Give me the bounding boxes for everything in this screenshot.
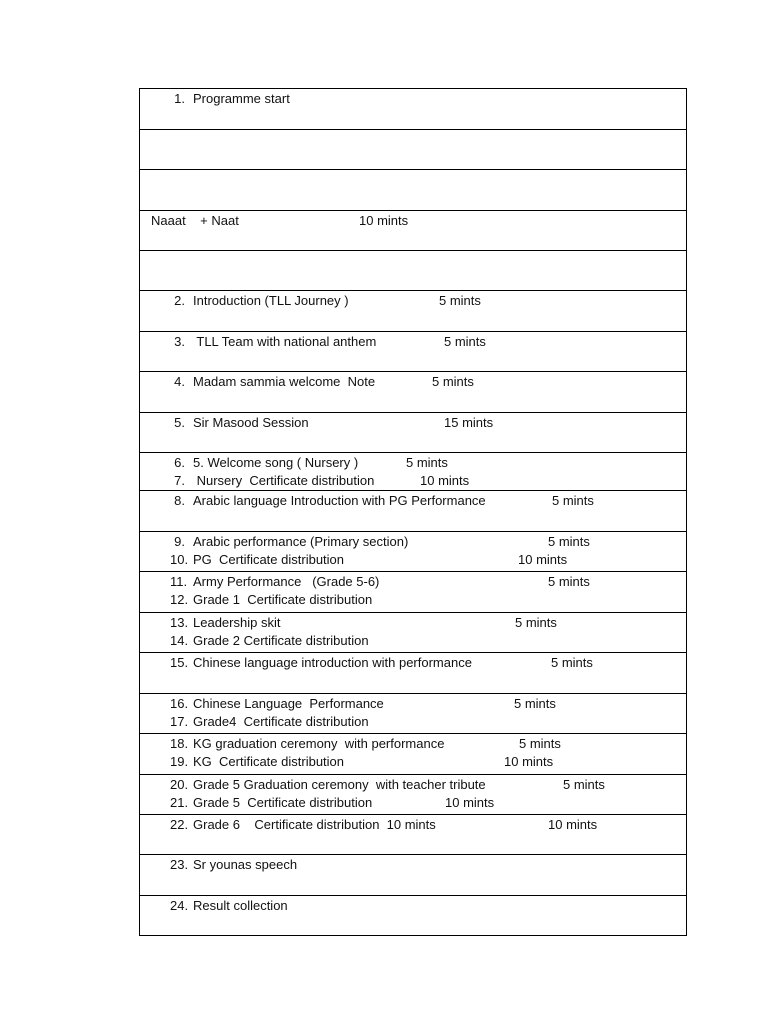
table-row	[140, 774, 686, 814]
item-duration: 5 mints	[406, 455, 448, 470]
table-row	[140, 733, 686, 774]
item-duration: 5 mints	[432, 374, 474, 389]
table-row	[140, 693, 686, 733]
item-duration: 5 mints	[563, 777, 605, 792]
table-row	[140, 331, 686, 371]
item-duration: 5 mints	[519, 736, 561, 751]
table-row	[140, 250, 686, 290]
item-duration: 5 mints	[552, 493, 594, 508]
item-text: Nursery Certificate distribution	[193, 473, 375, 488]
item-duration: 5 mints	[548, 534, 590, 549]
item-text: Grade 1 Certificate distribution	[193, 592, 373, 607]
item-number: 10.	[170, 552, 189, 567]
item-duration: 5 mints	[551, 655, 593, 670]
item-duration: 5 mints	[514, 696, 556, 711]
table-row	[140, 531, 686, 571]
item-text: Leadership skit	[193, 615, 281, 630]
item-number: 5.	[174, 415, 185, 430]
item-duration: 10 mints	[548, 817, 598, 832]
item-number: 11.	[170, 574, 188, 589]
item-duration: 10 mints	[359, 213, 409, 228]
item-number: 20.	[170, 777, 189, 792]
item-text: Arabic language Introduction with PG Performance	[193, 493, 486, 508]
table-row	[140, 371, 686, 412]
table-row	[140, 814, 686, 854]
item-text: KG graduation ceremony with performance	[193, 736, 445, 751]
item-number: 17.	[170, 714, 189, 729]
item-duration: 5 mints	[548, 574, 590, 589]
item-number: 22.	[170, 817, 189, 832]
table-row	[140, 652, 686, 693]
item-text: Sir Masood Session	[193, 415, 309, 430]
item-duration: 10 mints	[504, 754, 554, 769]
item-text: TLL Team with national anthem	[193, 334, 377, 349]
item-text: Sr younas speech	[193, 857, 298, 872]
item-number: 12.	[170, 592, 189, 607]
item-number: 9.	[174, 534, 185, 549]
item-text: Grade 5 Certificate distribution	[193, 795, 373, 810]
item-duration: 15 mints	[444, 415, 494, 430]
item-duration: 10 mints	[445, 795, 495, 810]
item-duration: 10 mints	[420, 473, 470, 488]
table-row	[140, 490, 686, 531]
table-row	[140, 612, 686, 652]
table-row	[140, 169, 686, 210]
item-text: Naaat + Naat	[151, 213, 239, 228]
item-text: Chinese Language Performance	[193, 696, 384, 711]
item-number: 18.	[170, 736, 189, 751]
item-number: 8.	[174, 493, 185, 508]
table-row	[140, 129, 686, 169]
item-text: 5. Welcome song ( Nursery )	[193, 455, 359, 470]
item-number: 23.	[170, 857, 189, 872]
item-text: Introduction (TLL Journey )	[193, 293, 349, 308]
item-text: Chinese language introduction with performance	[193, 655, 472, 670]
item-number: 4.	[174, 374, 185, 389]
table-row	[140, 89, 686, 129]
table-row	[140, 412, 686, 452]
item-number: 2.	[174, 293, 185, 308]
item-duration: 5 mints	[439, 293, 481, 308]
item-number: 15.	[170, 655, 189, 670]
table-row	[140, 571, 686, 612]
item-number: 6.	[174, 455, 185, 470]
item-text: Grade 2 Certificate distribution	[193, 633, 369, 648]
item-text: Madam sammia welcome Note	[193, 374, 376, 389]
item-text: Grade4 Certificate distribution	[193, 714, 369, 729]
item-text: Army Performance (Grade 5-6)	[193, 574, 380, 589]
item-number: 7.	[174, 473, 185, 488]
item-number: 24.	[170, 898, 189, 913]
item-number: 13.	[170, 615, 189, 630]
item-duration: 5 mints	[515, 615, 557, 630]
item-duration: 5 mints	[444, 334, 486, 349]
programme-schedule-table	[139, 88, 687, 936]
table-row	[140, 290, 686, 331]
item-text: Programme start	[193, 91, 290, 106]
item-number: 14.	[170, 633, 189, 648]
item-text: Arabic performance (Primary section)	[193, 534, 409, 549]
item-number: 16.	[170, 696, 189, 711]
item-text: PG Certificate distribution	[193, 552, 345, 567]
item-duration: 10 mints	[518, 552, 568, 567]
item-text: Grade 5 Graduation ceremony with teacher tribute	[193, 777, 486, 792]
table-row	[140, 895, 686, 935]
item-text: Grade 6 Certificate distribution 10 mints	[193, 817, 436, 832]
item-number: 3.	[174, 334, 185, 349]
item-number: 21.	[170, 795, 189, 810]
item-text: Result collection	[193, 898, 288, 913]
item-number: 1.	[174, 91, 185, 106]
table-row	[140, 452, 686, 490]
table-row	[140, 854, 686, 895]
item-number: 19.	[170, 754, 189, 769]
table-row	[140, 210, 686, 250]
item-text: KG Certificate distribution	[193, 754, 345, 769]
